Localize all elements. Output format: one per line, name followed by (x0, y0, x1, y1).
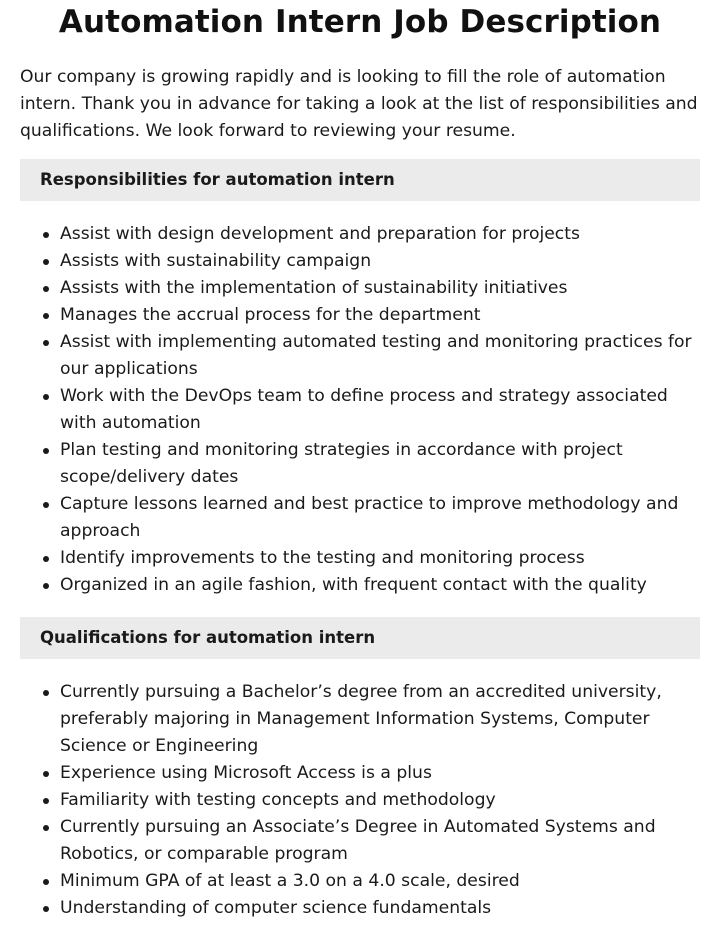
bullet-icon (43, 448, 49, 454)
list-item (20, 679, 700, 760)
list-item-text: Assist with design development and preparation for projects (60, 224, 580, 244)
list-item (20, 787, 700, 814)
qualifications-list (20, 679, 700, 922)
bullet-icon (43, 583, 49, 589)
list-item-text: Currently pursuing a Bachelor’s degree from an accredited university, preferably majoring in Management Information Systems, Computer Science or Engineering (60, 682, 662, 756)
list-item (20, 248, 700, 275)
responsibilities-heading: Responsibilities for automation intern (20, 159, 700, 201)
bullet-icon (43, 556, 49, 562)
intro-paragraph: Our company is growing rapidly and is looking to fill the role of automation intern. Thank you in advance for taking a look at the list of responsibilities and qualifications. We look forward to reviewing your resume. (20, 67, 698, 141)
list-item-text: Work with the DevOps team to define process and strategy associated with automation (60, 386, 668, 433)
list-item (20, 760, 700, 787)
bullet-icon (43, 286, 49, 292)
list-item (20, 302, 700, 329)
bullet-icon (43, 394, 49, 400)
list-item-text: Assists with sustainability campaign (60, 251, 372, 271)
page-title: Automation Intern Job Description (58, 4, 662, 40)
list-item-text: Plan testing and monitoring strategies in accordance with project scope/delivery dates (60, 440, 623, 487)
list-item-text: Identify improvements to the testing and monitoring process (60, 548, 585, 568)
bullet-icon (43, 906, 49, 912)
list-item-text: Currently pursuing an Associate’s Degree in Automated Systems and Robotics, or comparable program (60, 817, 656, 864)
list-item (20, 895, 700, 922)
list-item (20, 221, 700, 248)
list-item-text: Capture lessons learned and best practice to improve methodology and approach (60, 494, 679, 541)
list-item-text: Assists with the implementation of sustainability initiatives (60, 278, 568, 298)
list-item-text: Assist with implementing automated testing and monitoring practices for our applications (60, 332, 692, 379)
list-item (20, 814, 700, 868)
list-item (20, 491, 700, 545)
bullet-icon (43, 259, 49, 265)
bullet-icon (43, 798, 49, 804)
bullet-icon (43, 502, 49, 508)
bullet-icon (43, 232, 49, 238)
list-item-text: Experience using Microsoft Access is a plus (60, 763, 432, 783)
bullet-icon (43, 879, 49, 885)
list-item-text: Familiarity with testing concepts and methodology (60, 790, 496, 810)
list-item (20, 383, 700, 437)
qualifications-heading: Qualifications for automation intern (20, 617, 700, 659)
list-item-text: Manages the accrual process for the department (60, 305, 481, 325)
bullet-icon (43, 690, 49, 696)
list-item (20, 437, 700, 491)
list-item (20, 868, 700, 895)
bullet-icon (43, 313, 49, 319)
list-item (20, 572, 700, 599)
bullet-icon (43, 825, 49, 831)
bullet-icon (43, 340, 49, 346)
list-item (20, 275, 700, 302)
list-item-text: Organized in an agile fashion, with frequent contact with the quality (60, 575, 647, 595)
list-item-text: Understanding of computer science fundamentals (60, 898, 492, 918)
list-item (20, 329, 700, 383)
list-item-text: Minimum GPA of at least a 3.0 on a 4.0 scale, desired (60, 871, 520, 891)
responsibilities-list (20, 221, 700, 599)
list-item (20, 545, 700, 572)
bullet-icon (43, 771, 49, 777)
